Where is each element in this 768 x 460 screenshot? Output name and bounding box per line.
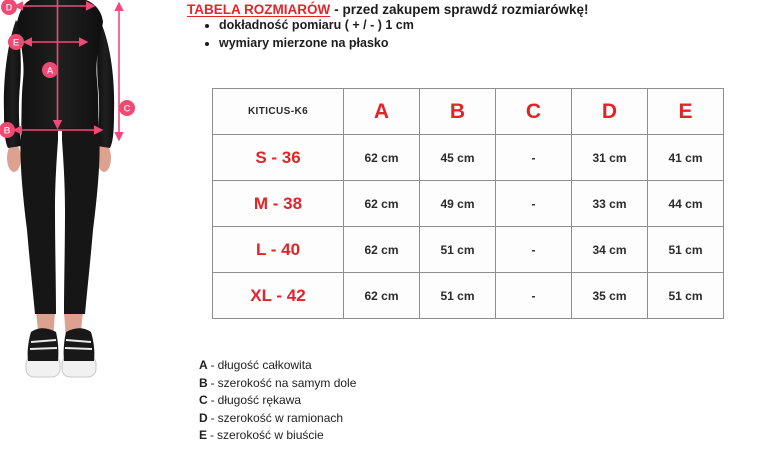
size-chart-subtitle: - przed zakupem sprawdź rozmiarówkę!: [334, 2, 589, 17]
marker-d-icon: [1, 0, 17, 15]
legend-item-a: [199, 357, 356, 375]
value-cell: 33 cm: [572, 181, 648, 227]
table-row-l: [213, 227, 724, 273]
value-cell: 44 cm: [648, 181, 724, 227]
value-cell: 45 cm: [420, 135, 496, 181]
column-header-a: A: [344, 89, 420, 135]
legend-separator: -: [210, 410, 215, 425]
value-cell: 31 cm: [572, 135, 648, 181]
value-cell: 35 cm: [572, 273, 648, 319]
legend-description: szerokość na samym dole: [217, 375, 357, 390]
value-cell: 51 cm: [420, 227, 496, 273]
legend-description: szerokość w biuście: [217, 428, 324, 443]
marker-a-letter: A: [46, 65, 54, 77]
marker-c-letter: C: [123, 103, 131, 115]
legend-description: szerokość w ramionach: [217, 410, 344, 425]
legend-letter: A: [199, 358, 208, 372]
value-cell: 34 cm: [572, 227, 648, 273]
column-header-b: B: [420, 89, 496, 135]
size-table-header-row: [213, 89, 724, 135]
legend-item-d: [199, 410, 356, 428]
note-accuracy: • dokładność pomiaru ( + / - ) 1 cm: [219, 16, 414, 34]
marker-a-icon: [42, 62, 58, 78]
legend-description: długość całkowita: [217, 358, 312, 372]
table-row-xl: [213, 273, 724, 319]
value-cell: 62 cm: [344, 135, 420, 181]
value-cell: 62 cm: [344, 181, 420, 227]
legend-separator: -: [210, 358, 215, 372]
legend-item-c: [199, 392, 356, 410]
column-header-c: C: [496, 89, 572, 135]
value-cell: -: [496, 181, 572, 227]
table-row-s: [213, 135, 724, 181]
column-header-d: D: [572, 89, 648, 135]
product-code-cell: KITICUS-K6: [213, 89, 344, 135]
legend-letter: D: [199, 410, 208, 425]
size-chart-header: [187, 2, 589, 17]
marker-e-letter: E: [12, 37, 20, 49]
model-photo-svg: [0, 0, 190, 385]
size-table: [212, 88, 724, 319]
measurement-legend: [199, 357, 356, 445]
marker-e-icon: [8, 34, 24, 50]
size-cell: S - 36: [213, 135, 344, 181]
note-flat-measure: • wymiary mierzone na płasko: [219, 34, 414, 52]
value-cell: 51 cm: [648, 227, 724, 273]
marker-c-icon: [119, 100, 135, 116]
value-cell: 51 cm: [420, 273, 496, 319]
sneakers: [26, 328, 96, 377]
value-cell: 49 cm: [420, 181, 496, 227]
value-cell: 41 cm: [648, 135, 724, 181]
column-header-e: E: [648, 89, 724, 135]
size-cell: XL - 42: [213, 273, 344, 319]
value-cell: 51 cm: [648, 273, 724, 319]
model-photo: [0, 0, 190, 385]
value-cell: -: [496, 227, 572, 273]
marker-d-letter: D: [5, 2, 13, 14]
value-cell: 62 cm: [344, 227, 420, 273]
size-chart-title: TABELA ROZMIARÓW: [187, 2, 331, 17]
legend-item-b: [199, 375, 356, 393]
legend-letter: E: [199, 428, 208, 443]
value-cell: 62 cm: [344, 273, 420, 319]
size-cell: M - 38: [213, 181, 344, 227]
legend-separator: -: [210, 428, 215, 443]
marker-b-letter: B: [3, 125, 11, 137]
legend-description: długość rękawa: [217, 393, 302, 408]
legend-item-e: [199, 427, 356, 445]
legend-letter: C: [199, 393, 208, 408]
measurement-notes: [203, 16, 414, 52]
value-cell: -: [496, 135, 572, 181]
value-cell: -: [496, 273, 572, 319]
legend-separator: -: [210, 375, 215, 390]
size-cell: L - 40: [213, 227, 344, 273]
model-silhouette: [4, 0, 114, 377]
table-row-m: [213, 181, 724, 227]
legend-letter: B: [199, 375, 208, 390]
legend-separator: -: [210, 393, 215, 408]
